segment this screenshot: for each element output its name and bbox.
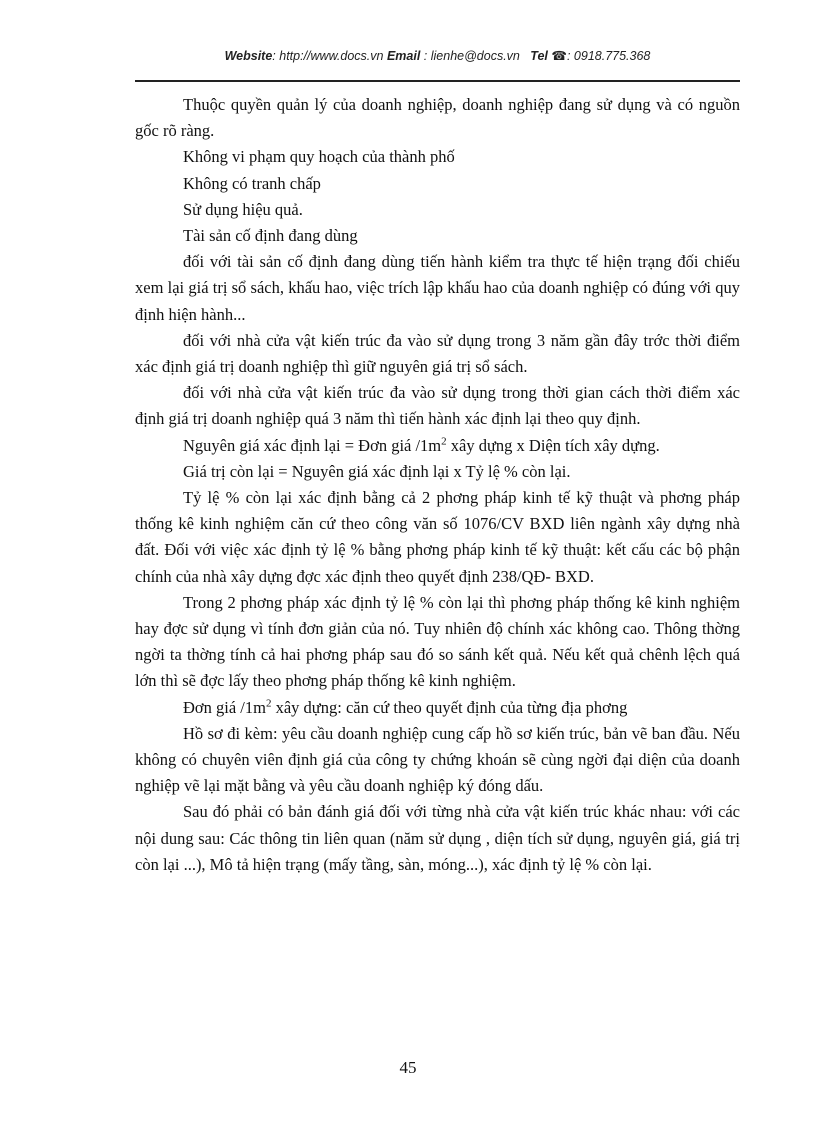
page-header (135, 48, 740, 63)
paragraph: Không có tranh chấp (183, 173, 321, 193)
page-number: 45 (399, 1058, 417, 1077)
paragraph: Tài sản cố định đang dùng (183, 226, 358, 246)
paragraph: Sau đó phải có bản đánh giá đối với từng nhà cửa vật kiến trúc khác nhau: với các nội dung sau: Các thông tin liên quan (năm sử dụng , diện tích sử dụng, nguyên giá, giá trị còn lại ...), Mô tả hiện trạng (mấy tầng, sàn, móng...), xác định tỷ lệ % còn lại. (135, 802, 740, 874)
tel-label: Tel (530, 49, 548, 63)
paragraph: Sử dụng hiệu quả. (183, 199, 303, 219)
paragraph: Hồ sơ đi kèm: yêu cầu doanh nghiệp cung cấp hồ sơ kiến trúc, bản vẽ ban đầu. Nếu không có chuyên viên định giá của công ty chứng khoán sẽ cùng ngời đại diện của doanh nghiệp vẽ lại mặt bằng và yêu cầu doanh nghiệp ký đóng dấu. (135, 723, 740, 796)
email-value: : lienhe@docs.vn (423, 49, 520, 63)
unit-price-line (135, 695, 740, 721)
email-label: Email (386, 49, 421, 63)
unit-price-text: xây dựng: căn cứ theo quyết định của từng địa phơng (271, 697, 628, 717)
superscript: 2 (265, 697, 272, 710)
formula-text: Nguyên giá xác định lại = Đơn giá /1m (183, 435, 442, 455)
paragraph: đối với nhà cửa vật kiến trúc đa vào sử dụng trong 3 năm gần đây trớc thời điểm xác định giá trị doanh nghiệp thì giữ nguyên giá trị sổ sách. (135, 330, 740, 377)
formula-text: xây dựng x Diện tích xây dựng. (446, 435, 660, 455)
formula-remaining-value: Giá trị còn lại = Nguyên giá xác định lại x Tỷ lệ % còn lại. (183, 461, 571, 481)
website-value: : http://www.docs.vn (272, 49, 384, 63)
paragraph: đối với nhà cửa vật kiến trúc đa vào sử dụng trong thời gian cách thời điểm xác định giá trị doanh nghiệp quá 3 năm thì tiến hành xác định lại theo quy định. (135, 383, 740, 429)
header-divider (135, 80, 740, 82)
document-body (135, 92, 740, 878)
tel-value: : 0918.775.368 (566, 49, 651, 63)
website-label: Website (224, 49, 273, 63)
formula-original-price (135, 433, 740, 459)
paragraph: Không vi phạm quy hoạch của thành phố (183, 147, 455, 167)
paragraph: Trong 2 phơng pháp xác định tỷ lệ % còn lại thì phơng pháp thống kê kinh nghiệm hay đợc sử dụng vì tính đơn giản của nó. Tuy nhiên độ chính xác không cao. Thông thờng ngời ta thờng tính cả hai phơng pháp sau đó so sánh kết quả. Nếu kết quả chênh lệch quá lớn thì sẽ đợc lấy theo phơng pháp thống kê kinh nghiệm. (135, 592, 740, 691)
phone-icon: ☎ (551, 49, 567, 63)
paragraph: Tỷ lệ % còn lại xác định bằng cả 2 phơng pháp kinh tế kỹ thuật và phơng pháp thống kê kinh nghiệm căn cứ theo công văn số 1076/CV BXD liên ngành xây dựng nhà đất. Đối với việc xác định tỷ lệ % bằng phơng pháp kinh tế kỹ thuật: kết cấu các bộ phận chính của nhà xây dựng đợc xác định theo quyết định 238/QĐ- BXD. (135, 488, 740, 586)
unit-price-text: Đơn giá /1m (183, 697, 266, 717)
paragraph: đối với tài sản cố định đang dùng tiến hành kiểm tra thực tế hiện trạng đối chiếu xem lại giá trị sổ sách, khấu hao, việc trích lập khấu hao của doanh nghiệp có đúng với quy định hiện hành... (135, 252, 740, 324)
superscript: 2 (441, 435, 447, 448)
paragraph: Thuộc quyền quản lý của doanh nghiệp, doanh nghiệp đang sử dụng và có nguồn gốc rõ ràng. (135, 95, 740, 141)
